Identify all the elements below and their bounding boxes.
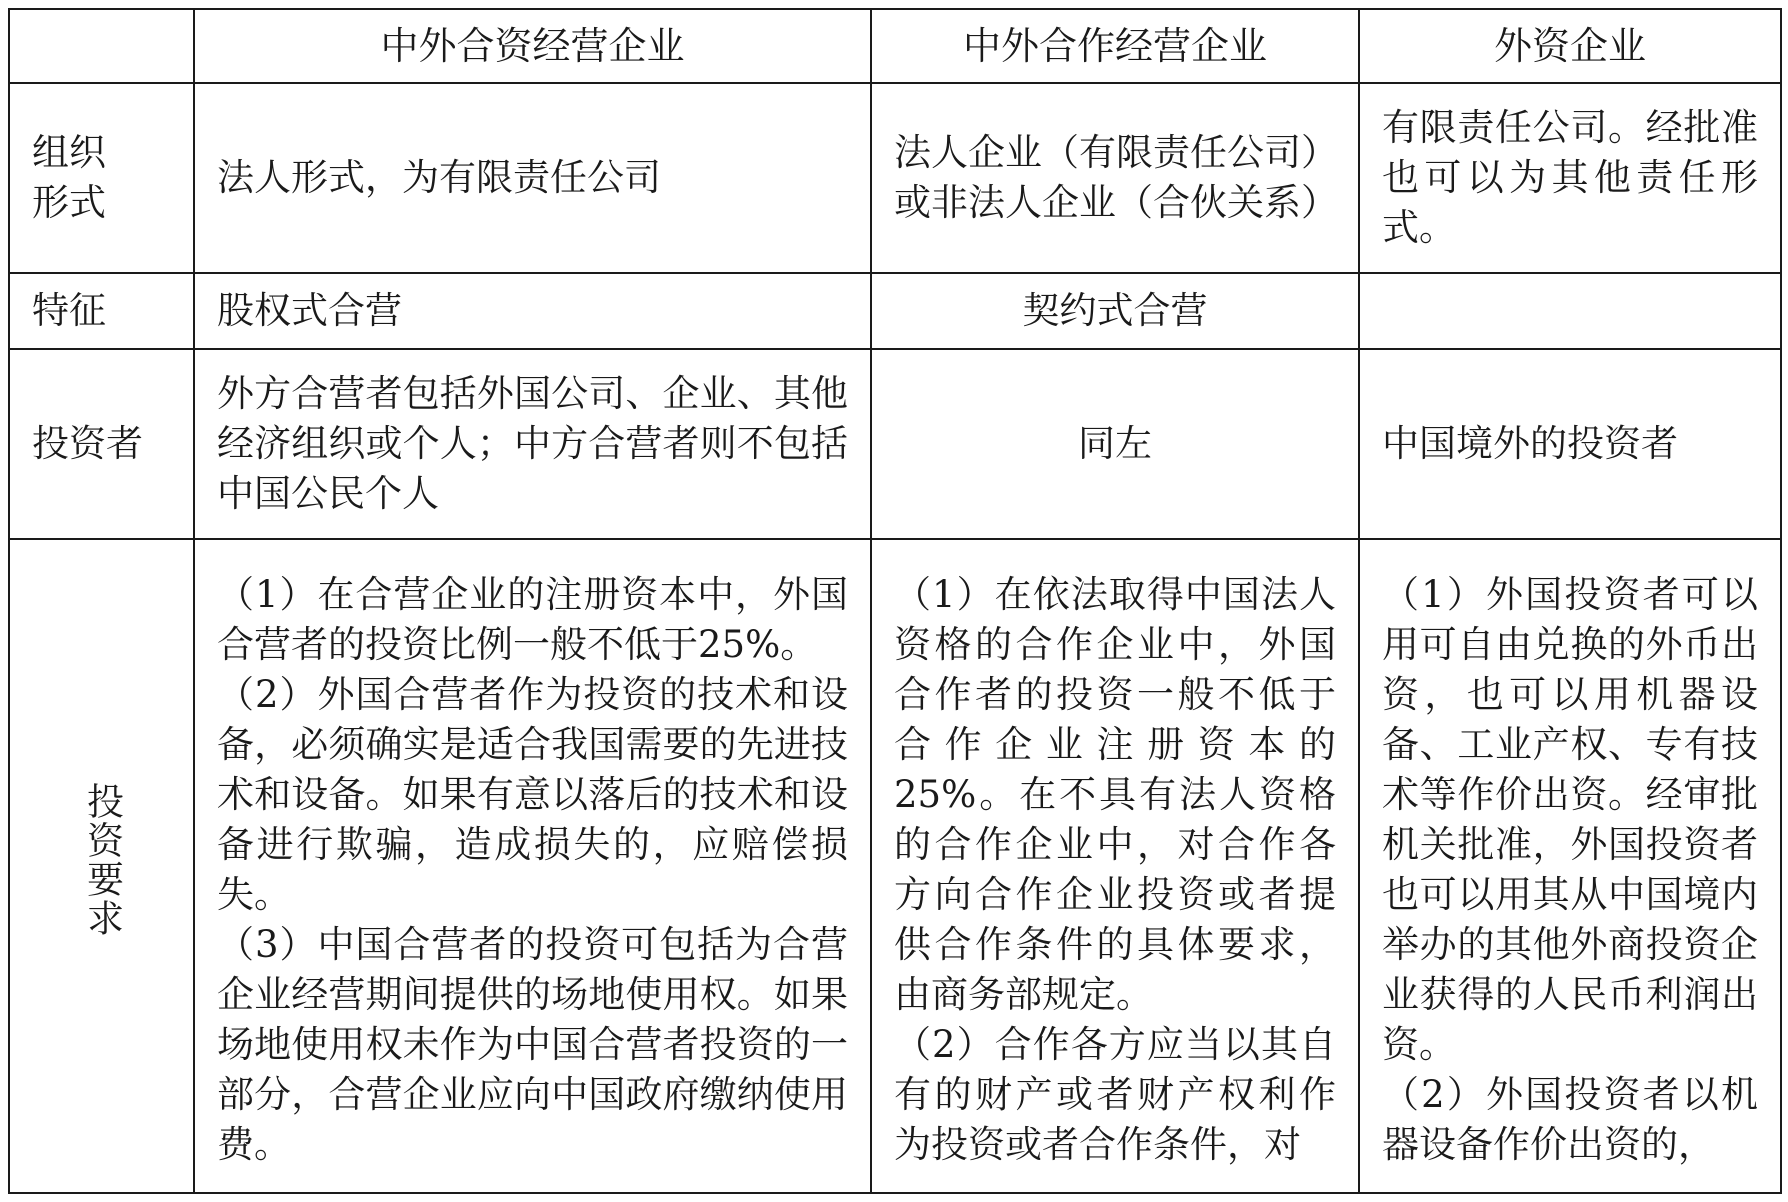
cell-org-cooperative [871,83,1359,273]
cell-line: 或非法人企业（合伙关系） [894,181,1338,224]
row-organization-form [9,83,1781,273]
row-label-investment-requirement [9,539,194,1193]
requirement-paragraph: （2）外国合营者作为投资的技术和设备，必须确实是适合我国需要的先进技术和设备。如果有意以落后的技术和设备进行欺骗，造成损失的，应赔偿损失。 [217,673,848,916]
header-blank-cell [9,9,194,83]
row-label-line: 组织 [32,131,106,174]
header-joint-venture: 中外合资经营企业 [194,9,871,83]
cell-line: 法人企业（有限责任公司） [894,131,1338,174]
requirement-paragraph: （2）外国投资者以机器设备作价出资的， [1382,1073,1758,1166]
cell-investor-cooperative: 同左 [871,349,1359,539]
row-investment-requirement [9,539,1781,1193]
cell-investor-foreign-owned: 中国境外的投资者 [1359,349,1781,539]
row-feature [9,273,1781,349]
cell-req-joint-venture [194,539,871,1193]
cell-org-foreign-owned: 有限责任公司。经批准也可以为其他责任形式。 [1359,83,1781,273]
cell-req-cooperative [871,539,1359,1193]
cell-feature-cooperative: 契约式合营 [871,273,1359,349]
header-cooperative: 中外合作经营企业 [871,9,1359,83]
row-label-feature: 特征 [9,273,194,349]
cell-feature-foreign-owned [1359,273,1781,349]
requirement-paragraph: （1）外国投资者可以用可自由兑换的外币出资，也可以用机器设备、工业产权、专有技术等作价出资。经审批机关批准，外国投资者也可以用其从中国境内举办的其他外商投资企业获得的人民币利润出资。 [1382,573,1758,1066]
requirement-paragraph: （1）在依法取得中国法人资格的合作企业中，外国合作者的投资一般不低于合作企业注册资本的25%。在不具有法人资格的合作企业中，对合作各方向合作企业投资或者提供合作条件的具体要求，由商务部规定。 [894,573,1336,1016]
cell-feature-joint-venture: 股权式合营 [194,273,871,349]
header-row [9,9,1781,83]
row-label-investor: 投资者 [9,349,194,539]
cell-investor-joint-venture: 外方合营者包括外国公司、企业、其他经济组织或个人；中方合营者则不包括中国公民个人 [194,349,871,539]
row-label-line: 形式 [32,181,106,224]
row-label-organization-form [9,83,194,273]
vertical-label: 投资要求 [80,781,124,938]
requirement-paragraph: （2）合作各方应当以其自有的财产或者财产权利作为投资或者合作条件，对 [894,1023,1336,1166]
requirement-paragraph: （1）在合营企业的注册资本中，外国合营者的投资比例一般不低于25%。 [217,573,848,666]
row-investor [9,349,1781,539]
cell-org-joint-venture: 法人形式，为有限责任公司 [194,83,871,273]
requirement-paragraph: （3）中国合营者的投资可包括为合营企业经营期间提供的场地使用权。如果场地使用权未作为中国合营者投资的一部分，合营企业应向中国政府缴纳使用费。 [217,923,848,1166]
comparison-table [8,8,1782,1194]
header-foreign-owned: 外资企业 [1359,9,1781,83]
cell-req-foreign-owned [1359,539,1781,1193]
